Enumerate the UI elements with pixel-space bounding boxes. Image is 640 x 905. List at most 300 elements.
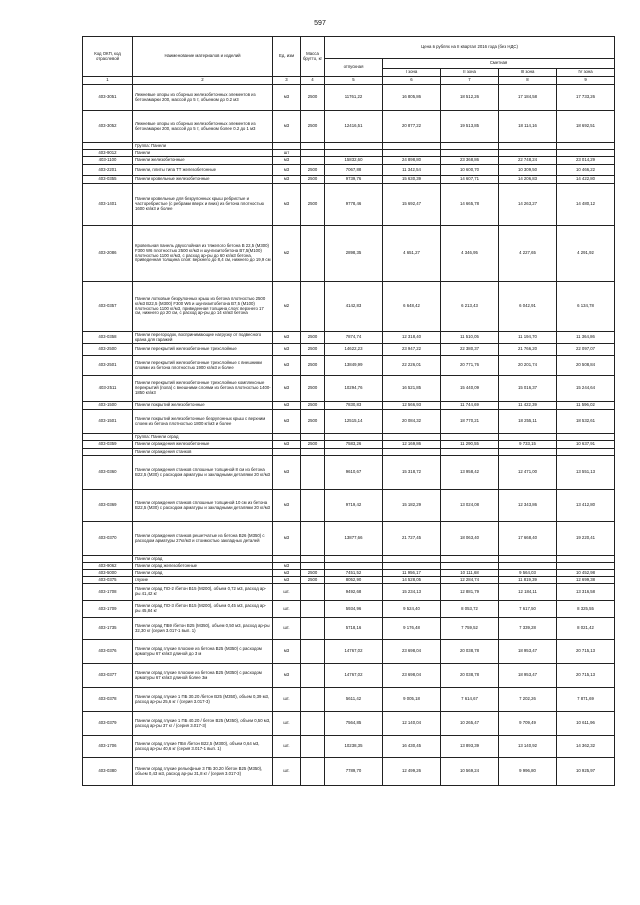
row-mass: 2500 [301, 176, 325, 184]
row-zone1-price: 12 318,40 [383, 332, 441, 344]
header-estimate: Сметная [383, 59, 615, 69]
row-unit: м3 [273, 490, 301, 522]
row-zone4-price: 11 364,86 [557, 332, 615, 344]
row-zone4-price: 23 014,29 [557, 157, 615, 165]
row-zone2-price: 6 213,43 [441, 282, 499, 332]
row-unit: шт. [273, 618, 301, 640]
row-name: Панели оград глухие 1 ПБ 30.20 /бетон В25 (М350), объем 0,39 м3, расход ар-ры 25,6 кг / (серия 3.017-3) [133, 688, 273, 712]
row-zone3-price: 10 309,50 [499, 165, 557, 176]
row-unit: м3 [273, 563, 301, 570]
table-row [83, 402, 615, 410]
table-row [83, 332, 615, 344]
row-unit: шт. [273, 688, 301, 712]
row-zone1-price: 23 947,22 [383, 344, 441, 356]
row-code: 403-0379 [83, 712, 133, 736]
row-name: Панели перекрытий железобетонные трехслойные с внешними слоями из бетона плотностью 1900 кг/м3 и более [133, 356, 273, 376]
row-zone3-price: 9 733,15 [499, 441, 557, 449]
row-zone3-price: 15 016,37 [499, 376, 557, 402]
table-row [83, 490, 615, 522]
row-name: Панели кровельные железобетонные [133, 176, 273, 184]
row-zone4-price [557, 449, 615, 456]
row-release-price: 7874,74 [325, 332, 383, 344]
col-index: 9 [557, 77, 615, 85]
row-release-price: 9610,67 [325, 456, 383, 490]
row-unit: м2 [273, 282, 301, 332]
table-row [83, 282, 615, 332]
row-mass: 2500 [301, 376, 325, 402]
row-zone2-price: 20 038,78 [441, 640, 499, 664]
row-zone4-price: 14 480,12 [557, 184, 615, 226]
header-mass: Масса брутто, кг [301, 37, 325, 77]
row-zone2-price: 10 111,68 [441, 570, 499, 577]
row-zone2-price: 19 513,85 [441, 111, 499, 143]
row-zone2-price: 12 881,79 [441, 584, 499, 601]
row-name: Панели оград глухие рельефные 3 ПБ 30.20 /бетон В25 (М350), объем 0,43 м3, расход ар-ры 31,8 кг / (серия 3.017-3) [133, 758, 273, 786]
table-row [83, 736, 615, 758]
row-zone3-price: 18 255,11 [499, 410, 557, 434]
row-zone3-price: 7 617,50 [499, 601, 557, 618]
row-mass [301, 556, 325, 563]
row-code: 403-1709 [83, 601, 133, 618]
header-zone3: III зона [499, 69, 557, 77]
row-zone3-price [499, 150, 557, 157]
table-row [83, 226, 615, 282]
header-code: Код ОКП, код отраслевой [83, 37, 133, 77]
row-release-price [325, 143, 383, 150]
row-release-price [325, 150, 383, 157]
row-zone1-price: 15 234,13 [383, 584, 441, 601]
row-zone4-price: 17 733,26 [557, 85, 615, 111]
row-mass [301, 618, 325, 640]
row-zone1-price: 24 898,80 [383, 157, 441, 165]
row-mass [301, 456, 325, 490]
row-zone4-price: 18 532,61 [557, 410, 615, 434]
table-row [83, 456, 615, 490]
row-zone1-price: 12 566,93 [383, 402, 441, 410]
row-zone1-price: 20 877,22 [383, 111, 441, 143]
row-name: Панели ограждения станков сплошные толщиной 10 см из бетона В22,5 (М30) с расходом арматуры и закладными деталями 20 кг/м3 [133, 490, 273, 522]
row-zone1-price: 6 648,42 [383, 282, 441, 332]
header-zone1: I зона [383, 69, 441, 77]
table-row [83, 449, 615, 456]
row-zone3-price: 14 206,83 [499, 176, 557, 184]
row-name: Лежневые опоры из сборных железобетонных элементов из бетонамарки 200, массой до 5 т, объемом более 0.2 до 1 м3 [133, 111, 273, 143]
row-zone1-price: 12 499,26 [383, 758, 441, 786]
row-mass: 2500 [301, 111, 325, 143]
row-code: 403-0357 [83, 282, 133, 332]
row-mass [301, 434, 325, 441]
table-row [83, 758, 615, 786]
row-zone4-price: 14 422,80 [557, 176, 615, 184]
row-unit: м3 [273, 441, 301, 449]
row-mass: 2500 [301, 332, 325, 344]
row-zone3-price [499, 434, 557, 441]
row-code: 403-0376 [83, 640, 133, 664]
row-zone4-price: 18 692,51 [557, 111, 615, 143]
row-name: Панели оград [133, 556, 273, 563]
row-unit: м3 [273, 376, 301, 402]
row-zone1-price [383, 143, 441, 150]
row-zone1-price [383, 449, 441, 456]
row-name: Панели покрытий железобетонные [133, 402, 273, 410]
row-zone2-price: 23 368,86 [441, 157, 499, 165]
row-code: 403-0378 [83, 688, 133, 712]
row-zone4-price: 4 291,92 [557, 226, 615, 282]
row-name: Группа: Панели оград [133, 434, 273, 441]
row-zone4-price [557, 434, 615, 441]
row-release-price: 14767,02 [325, 640, 383, 664]
row-zone1-price: 9 005,18 [383, 688, 441, 712]
row-zone2-price [441, 563, 499, 570]
col-index: 4 [301, 77, 325, 85]
row-zone1-price: 11 956,17 [383, 570, 441, 577]
row-zone1-price [383, 563, 441, 570]
row-zone4-price: 11 596,02 [557, 402, 615, 410]
row-unit: шт. [273, 712, 301, 736]
row-zone2-price [441, 556, 499, 563]
row-zone3-price: 20 201,74 [499, 356, 557, 376]
header-release: отпускная [325, 59, 383, 77]
row-zone1-price [383, 150, 441, 157]
table-row [83, 570, 615, 577]
row-zone4-price: 13 316,58 [557, 584, 615, 601]
col-index: 5 [325, 77, 383, 85]
row-zone4-price: 20 715,13 [557, 664, 615, 688]
row-code: 403-0360 [83, 456, 133, 490]
row-release-price: 15832,60 [325, 157, 383, 165]
row-mass: 2500 [301, 85, 325, 111]
row-zone3-price: 14 263,27 [499, 184, 557, 226]
row-zone1-price: 15 630,39 [383, 176, 441, 184]
row-code: 403-3051 [83, 85, 133, 111]
row-name: Панели оград [133, 570, 273, 577]
col-index: 7 [441, 77, 499, 85]
row-mass [301, 563, 325, 570]
row-release-price: 7583,26 [325, 441, 383, 449]
row-release-price: 14767,02 [325, 664, 383, 688]
table-body [83, 85, 615, 786]
row-zone3-price: 17 668,40 [499, 522, 557, 556]
table-row [83, 176, 615, 184]
row-unit: м3 [273, 640, 301, 664]
row-zone3-price: 11 422,39 [499, 402, 557, 410]
row-name: Панели ограждения станков сплошные толщиной 8 см из бетона В22,5 (М30) с расходом арматуры и закладными деталями 20 кг/м3 [133, 456, 273, 490]
row-zone4-price: 10 611,96 [557, 712, 615, 736]
row-zone3-price: 9 709,49 [499, 712, 557, 736]
row-code: 403-2086 [83, 226, 133, 282]
column-index-row [83, 77, 615, 85]
row-zone1-price: 23 698,04 [383, 664, 441, 688]
row-zone1-price [383, 556, 441, 563]
row-code: 403-0375 [83, 577, 133, 584]
row-zone4-price: 8 325,55 [557, 601, 615, 618]
page-number: 597 [314, 20, 326, 27]
row-zone2-price: 11 290,55 [441, 441, 499, 449]
row-mass [301, 664, 325, 688]
row-code: 403-0370 [83, 522, 133, 556]
row-name: Панели оград глухие ПБп /бетон В22,5 (М300), объем 0,64 м3, расход ар-ры 40,6 кг (серия 3.017-1 вып. 1) [133, 736, 273, 758]
row-mass [301, 143, 325, 150]
row-zone3-price: 13 140,92 [499, 736, 557, 758]
row-zone2-price: 10 600,70 [441, 165, 499, 176]
header-price-group: Цена в рублях на II квартал 2016 года (без НДС) [325, 37, 615, 59]
row-code [83, 143, 133, 150]
row-release-price: 9778,46 [325, 184, 383, 226]
row-zone2-price: 12 284,74 [441, 577, 499, 584]
row-unit: шт [273, 150, 301, 157]
row-zone2-price: 18 512,26 [441, 85, 499, 111]
row-zone3-price [499, 556, 557, 563]
row-zone1-price: 12 169,86 [383, 441, 441, 449]
row-release-price: 7564,85 [325, 712, 383, 736]
row-mass [301, 758, 325, 786]
row-mass [301, 712, 325, 736]
row-zone2-price: 10 265,47 [441, 712, 499, 736]
row-name: Панели [133, 150, 273, 157]
row-zone3-price: 17 184,58 [499, 85, 557, 111]
row-zone2-price [441, 150, 499, 157]
table-row [83, 85, 615, 111]
row-release-price: 7789,70 [325, 758, 383, 786]
row-zone4-price: 12 699,38 [557, 577, 615, 584]
row-code: 403-2201 [83, 165, 133, 176]
row-zone3-price: 18 114,16 [499, 111, 557, 143]
row-release-price: 7067,88 [325, 165, 383, 176]
row-code: 403-5000 [83, 570, 133, 577]
row-unit: м3 [273, 402, 301, 410]
row-release-price: 7451,52 [325, 570, 383, 577]
row-mass: 2500 [301, 184, 325, 226]
row-name: Панели перекрытий железобетонные трехслойные [133, 344, 273, 356]
row-name: глухие [133, 577, 273, 584]
row-name: Панели ограждения станков [133, 449, 273, 456]
row-zone1-price: 16 521,85 [383, 376, 441, 402]
row-zone1-price: 4 651,27 [383, 226, 441, 282]
row-unit: м3 [273, 456, 301, 490]
row-zone1-price: 22 226,01 [383, 356, 441, 376]
row-zone1-price: 21 727,45 [383, 522, 441, 556]
header-unit: Ед. изм [273, 37, 301, 77]
row-release-price: 13849,99 [325, 356, 383, 376]
row-zone1-price: 14 528,05 [383, 577, 441, 584]
row-zone2-price: 4 346,95 [441, 226, 499, 282]
row-unit: м3 [273, 356, 301, 376]
row-mass [301, 688, 325, 712]
col-index: 2 [133, 77, 273, 85]
table-row [83, 712, 615, 736]
table-row [83, 157, 615, 165]
row-mass [301, 449, 325, 456]
row-mass: 2500 [301, 356, 325, 376]
row-unit [273, 434, 301, 441]
row-zone2-price: 13 893,39 [441, 736, 499, 758]
price-table [82, 36, 615, 786]
row-release-price: 9739,76 [325, 176, 383, 184]
row-release-price: 9719,42 [325, 490, 383, 522]
row-release-price [325, 449, 383, 456]
row-mass [301, 522, 325, 556]
row-unit: м3 [273, 332, 301, 344]
row-name: Панели оград глухие плоские из бетона В25 (М350) с расходом арматуры 67 кг/м3 длиной более 3м [133, 664, 273, 688]
row-release-price: 5611,42 [325, 688, 383, 712]
row-zone2-price: 7 614,67 [441, 688, 499, 712]
row-code: 403-1708 [83, 584, 133, 601]
row-zone3-price: 9 564,03 [499, 570, 557, 577]
row-zone2-price [441, 434, 499, 441]
row-code [83, 434, 133, 441]
row-release-price: 13877,66 [325, 522, 383, 556]
row-zone3-price: 7 202,26 [499, 688, 557, 712]
row-mass: 2500 [301, 344, 325, 356]
row-zone3-price: 12 471,00 [499, 456, 557, 490]
row-unit: м2 [273, 226, 301, 282]
row-mass [301, 736, 325, 758]
row-zone2-price: 13 958,42 [441, 456, 499, 490]
row-zone3-price: 12 184,11 [499, 584, 557, 601]
row-zone4-price [557, 150, 615, 157]
row-name: Панели оград ПО-3 /бетон В15 (М200), объем 0,45 м3, расход ар-ры 45,84 кг [133, 601, 273, 618]
row-unit [273, 556, 301, 563]
table-row [83, 376, 615, 402]
row-code: 403-0355 [83, 176, 133, 184]
row-release-price [325, 434, 383, 441]
row-code: 403-0377 [83, 664, 133, 688]
row-zone4-price: 20 715,13 [557, 640, 615, 664]
row-unit: м3 [273, 157, 301, 165]
table-row [83, 556, 615, 563]
row-zone1-price: 12 140,04 [383, 712, 441, 736]
row-name: Кровельная панель двухслойная из тяжелого бетона В 22,5 (М300) F300 W6 плотностью 2500 кг/м3 и шунгизитобетона В7,5(М100) плотностью 1100 кг/м3, с расход ар-ры до 60 кг/м3 бетона, приведенная толщина слоя: верхнего до 8,4 см, нижнего до 19,9 см [133, 226, 273, 282]
row-unit: м3 [273, 344, 301, 356]
row-zone2-price: 11 744,69 [441, 402, 499, 410]
row-zone2-price: 20 771,76 [441, 356, 499, 376]
table-row [83, 664, 615, 688]
row-zone1-price: 15 182,29 [383, 490, 441, 522]
row-zone4-price: 19 220,41 [557, 522, 615, 556]
row-zone2-price [441, 143, 499, 150]
table-row [83, 111, 615, 143]
table-row [83, 618, 615, 640]
row-name: Панели, плиты типа ТТ железобетонные [133, 165, 273, 176]
row-unit [273, 449, 301, 456]
row-mass: 2500 [301, 570, 325, 577]
row-zone2-price: 7 759,52 [441, 618, 499, 640]
row-zone4-price: 10 452,98 [557, 570, 615, 577]
row-zone4-price [557, 563, 615, 570]
row-zone3-price [499, 143, 557, 150]
row-zone1-price: 16 805,86 [383, 85, 441, 111]
row-zone2-price: 8 053,72 [441, 601, 499, 618]
row-zone2-price: 15 440,09 [441, 376, 499, 402]
table-row [83, 410, 615, 434]
row-zone4-price: 13 551,13 [557, 456, 615, 490]
row-zone1-price: 9 524,40 [383, 601, 441, 618]
row-code: 403-2500 [83, 344, 133, 356]
row-code: 403-2511 [83, 376, 133, 402]
row-mass: 2500 [301, 441, 325, 449]
row-mass [301, 490, 325, 522]
table-row [83, 441, 615, 449]
header-name: Наименование материалов и изделий [133, 37, 273, 77]
row-name: Панели ограждения станков решетчатые из бетона В26 (М350) с расходом арматуры 27кг/м3 и стоимостью закладных деталей [133, 522, 273, 556]
row-mass: 2500 [301, 402, 325, 410]
row-name: Панели оград глухие плоские из бетона В25 (М350) с расходом арматуры 67 кг/м3 длиной до 3 м [133, 640, 273, 664]
row-zone3-price: 7 339,28 [499, 618, 557, 640]
row-release-price: 4142,83 [325, 282, 383, 332]
row-release-price: 9492,68 [325, 584, 383, 601]
row-unit: м3 [273, 111, 301, 143]
row-zone3-price: 22 748,24 [499, 157, 557, 165]
row-code: 403-9062 [83, 563, 133, 570]
row-code [83, 449, 133, 456]
row-zone4-price [557, 143, 615, 150]
row-zone3-price: 18 953,47 [499, 640, 557, 664]
row-name: Панели перекрытий железобетонные трехслойные комплексные перекрытий (пола) с внешними слоями из бетона плотностью 1400-1850 кг/м3 [133, 376, 273, 402]
row-unit: м3 [273, 570, 301, 577]
row-zone2-price: 11 510,05 [441, 332, 499, 344]
row-name: Панели ограждения железобетонные [133, 441, 273, 449]
row-code: 403-1735 [83, 618, 133, 640]
row-code: 403-1706 [83, 736, 133, 758]
row-name: Панели оград ПБ9 /бетон В25 (М350), объем 0,50 м3, расход ар-ры 32,30 кг (серия 3.017-1 вып. 1) [133, 618, 273, 640]
row-mass [301, 157, 325, 165]
table-row [83, 640, 615, 664]
row-release-price: 11761,22 [325, 85, 383, 111]
row-zone4-price: 20 508,84 [557, 356, 615, 376]
row-release-price: 2898,35 [325, 226, 383, 282]
row-unit: шт. [273, 601, 301, 618]
row-zone2-price: 18 063,40 [441, 522, 499, 556]
col-index: 6 [383, 77, 441, 85]
row-code: 403-3052 [83, 111, 133, 143]
row-zone4-price: 22 097,07 [557, 344, 615, 356]
row-unit: м3 [273, 184, 301, 226]
row-zone2-price: 14 607,71 [441, 176, 499, 184]
table-row [83, 143, 615, 150]
row-release-price: 7830,83 [325, 402, 383, 410]
row-zone3-price: 11 194,70 [499, 332, 557, 344]
row-mass: 2500 [301, 165, 325, 176]
row-release-price: 5934,96 [325, 601, 383, 618]
row-code: 403-0358 [83, 332, 133, 344]
row-code: 403-1401 [83, 184, 133, 226]
table-row [83, 344, 615, 356]
row-zone2-price [441, 449, 499, 456]
row-zone1-price: 9 176,48 [383, 618, 441, 640]
row-name: Лежневые опоры из сборных железобетонных элементов из бетонамарки 200, массой до 5 т, объемом до 0.2 м3 [133, 85, 273, 111]
row-unit: м3 [273, 410, 301, 434]
row-mass: 2500 [301, 410, 325, 434]
row-name: Панели покрытий железобетонные безрулонных крыш с верхним слоем из бетона плотностью 1800 кг/м3 и более [133, 410, 273, 434]
row-mass [301, 640, 325, 664]
row-name: Панели кровельные для безрулонных крыш ребристые и часторебристые (с ребрами вверх и вниз) из бетона плотностью 1600 кг/м3 и более [133, 184, 273, 226]
row-code: 403-1501 [83, 410, 133, 434]
row-mass [301, 584, 325, 601]
row-zone1-price: 20 084,32 [383, 410, 441, 434]
row-mass [301, 601, 325, 618]
row-zone3-price: 18 953,47 [499, 664, 557, 688]
row-release-price: 8052,90 [325, 577, 383, 584]
row-unit: м3 [273, 664, 301, 688]
row-release-price: 10294,76 [325, 376, 383, 402]
row-zone1-price [383, 434, 441, 441]
table-row [83, 165, 615, 176]
row-zone4-price: 10 637,91 [557, 441, 615, 449]
row-code: 403-1100 [83, 157, 133, 165]
row-code: 403-0380 [83, 758, 133, 786]
header-zone2: II зона [441, 69, 499, 77]
row-zone3-price: 4 227,65 [499, 226, 557, 282]
